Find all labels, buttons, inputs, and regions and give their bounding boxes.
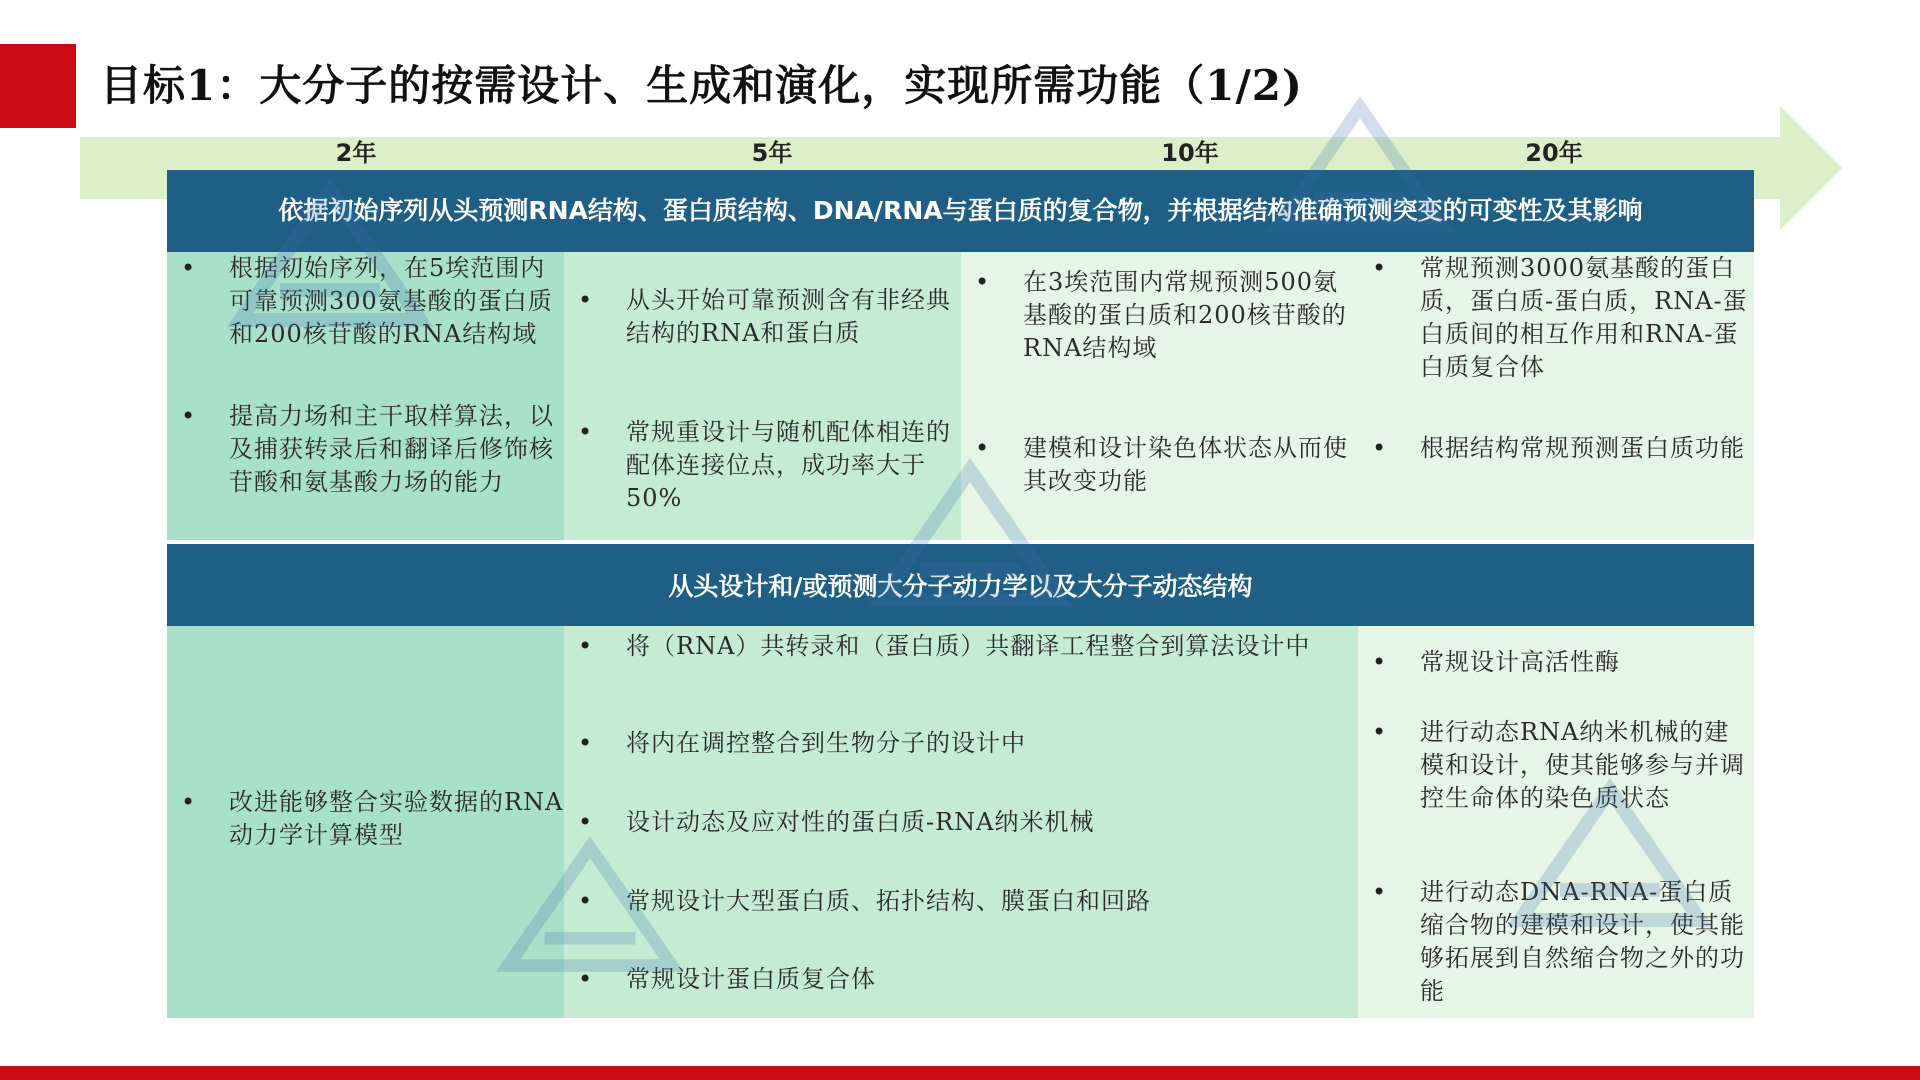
section2-header [167, 544, 1754, 626]
timeline-year-10: 10年 [1161, 139, 1219, 167]
section1-col1-item-1: • 根据初始序列，在5埃范围内可靠预测300氨基酸的蛋白质和200核苷酸的RNA结构域 [167, 252, 564, 351]
page-title: 目标1：大分子的按需设计、生成和演化，实现所需功能（1/2) [100, 61, 1303, 110]
section2-col-20yr [1358, 626, 1754, 1018]
section2-col2-item-2: • 将内在调控整合到生物分子的设计中 [564, 727, 1344, 760]
section2-col4-item-1: • 常规设计高活性酶 [1358, 646, 1754, 679]
section1-col-20yr [1358, 252, 1754, 540]
section2-col4-item-2: • 进行动态RNA纳米机械的建模和设计，使其能够参与并调控生命体的染色质状态 [1358, 716, 1754, 815]
section1-header [167, 170, 1754, 252]
section2-col2-item-1: • 将（RNA）共转录和（蛋白质）共翻译工程整合到算法设计中 [564, 630, 1344, 663]
section2-col-5-10yr [564, 626, 1358, 1018]
timeline-year-20: 20年 [1525, 139, 1583, 167]
section2-col1-item-1: • 改进能够整合实验数据的RNA动力学计算模型 [167, 786, 564, 852]
section1-col-10yr [961, 252, 1358, 540]
title-accent-block [0, 44, 76, 128]
section1-col3-item-2: • 建模和设计染色体状态从而使其改变功能 [961, 432, 1358, 498]
section2-col-2yr [167, 626, 564, 1018]
section2-col2-item-4: • 常规设计大型蛋白质、拓扑结构、膜蛋白和回路 [564, 885, 1344, 918]
section1-header-text: 依据初始序列从头预测RNA结构、蛋白质结构、DNA/RNA与蛋白质的复合物，并根据结构准确预测突变的可变性及其影响 [278, 196, 1643, 225]
section1-col4-item-2: • 根据结构常规预测蛋白质功能 [1358, 432, 1754, 465]
section1-col3-item-1: • 在3埃范围内常规预测500氨基酸的蛋白质和200核苷酸的RNA结构域 [961, 266, 1358, 365]
section2-col4-item-3: • 进行动态DNA-RNA-蛋白质缩合物的建模和设计，使其能够拓展到自然缩合物之外的功能 [1358, 876, 1754, 1008]
timeline-year-5: 5年 [751, 139, 793, 167]
section1-col2-item-2: • 常规重设计与随机配体相连的配体连接位点，成功率大于50% [564, 416, 961, 515]
section1-col-2yr [167, 252, 564, 540]
timeline-arrow-head-icon [1780, 106, 1842, 230]
section2-header-text: 从头设计和/或预测大分子动力学以及大分子动态结构 [668, 572, 1253, 601]
section2-col2-item-5: • 常规设计蛋白质复合体 [564, 963, 1344, 996]
timeline-year-2: 2年 [335, 139, 377, 167]
section1-col1-item-2: • 提高力场和主干取样算法，以及捕获转录后和翻译后修饰核苷酸和氨基酸力场的能力 [167, 400, 564, 499]
footer-red-bar [0, 1066, 1920, 1080]
section1-col2-item-1: • 从头开始可靠预测含有非经典结构的RNA和蛋白质 [564, 284, 961, 350]
section1-col4-item-1: • 常规预测3000氨基酸的蛋白质，蛋白质-蛋白质，RNA-蛋白质间的相互作用和RNA-蛋白质复合体 [1358, 252, 1754, 384]
section2-col2-item-3: • 设计动态及应对性的蛋白质-RNA纳米机械 [564, 806, 1344, 839]
section1-col-5yr [564, 252, 961, 540]
